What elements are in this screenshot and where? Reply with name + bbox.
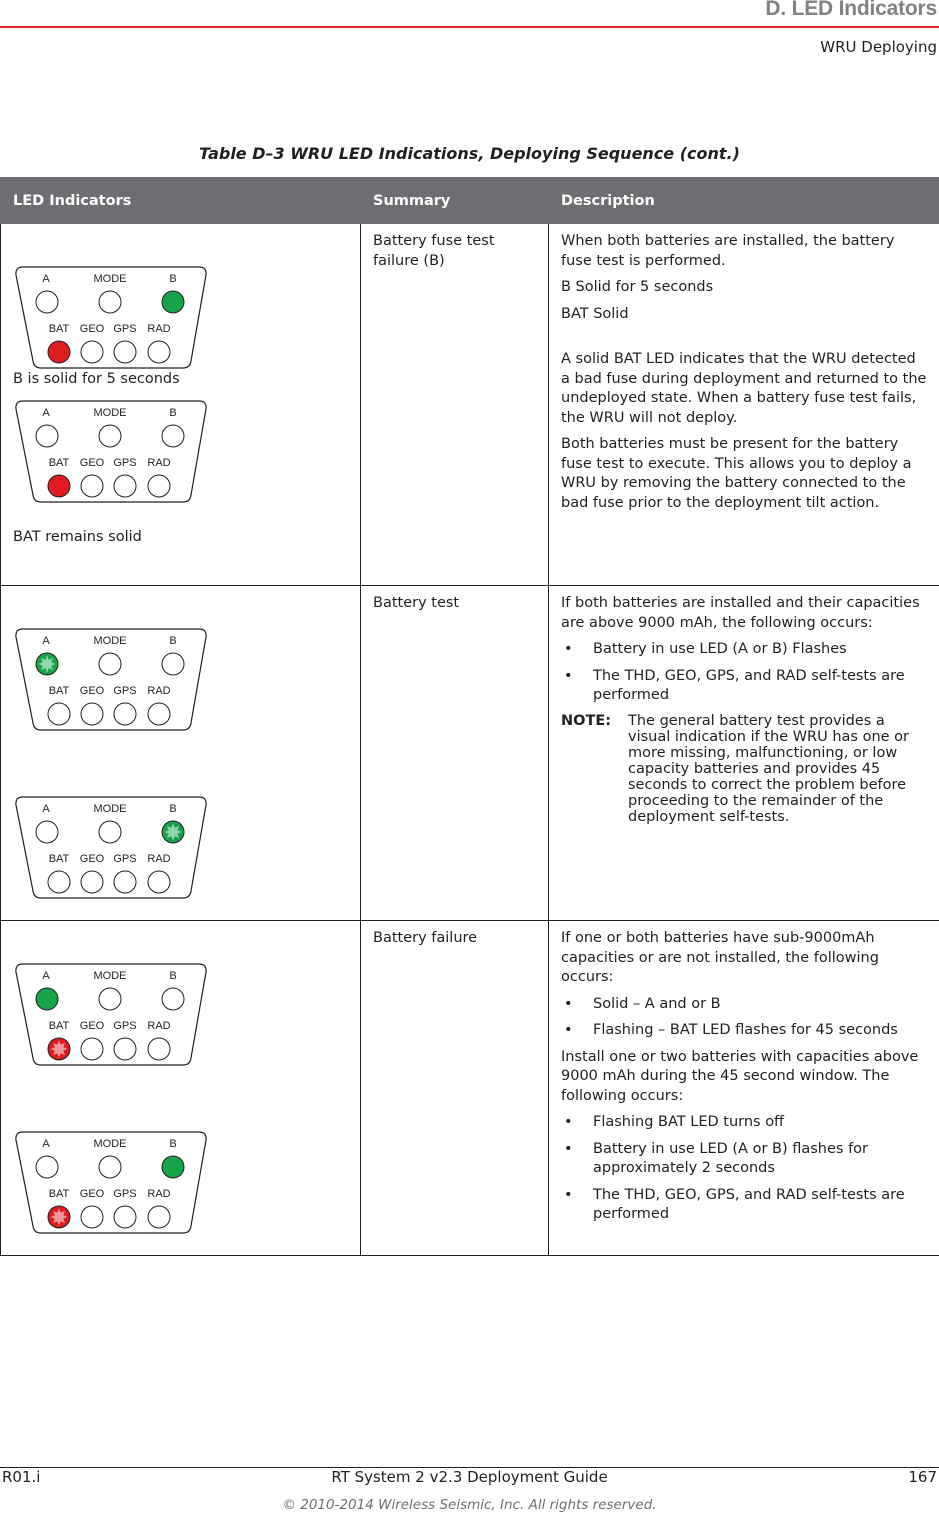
desc-text: A solid BAT LED indicates that the WRU detected a bad fuse during deployment and returned to the undeployed state. When a battery fuse test fails, the WRU will not deploy.	[561, 351, 927, 426]
label-mode: MODE	[93, 802, 127, 815]
led-cell	[1, 586, 361, 921]
label-rad: RAD	[147, 852, 171, 865]
label-gps: GPS	[113, 1020, 137, 1032]
label-gps: GPS	[113, 685, 137, 697]
bullet-list	[561, 640, 927, 706]
label-a: A	[42, 273, 50, 285]
label-b: B	[169, 273, 177, 285]
footer-revision: R01.i	[2, 1468, 41, 1486]
desc-text: If both batteries are installed and their capacities are above 9000 mAh, the following occurs:	[561, 595, 920, 631]
label-a: A	[42, 1137, 50, 1150]
led-mode	[99, 291, 121, 313]
label-bat: BAT	[48, 852, 70, 865]
label-geo: GEO	[79, 323, 105, 335]
label-geo: GEO	[79, 685, 105, 697]
description-cell	[549, 224, 939, 586]
label-bat: BAT	[48, 457, 70, 469]
led-rad	[148, 703, 170, 725]
label-mode: MODE	[93, 970, 127, 982]
led-mode	[99, 425, 121, 447]
led-geo	[81, 1206, 103, 1228]
bullet-list	[561, 1113, 927, 1225]
list-item: • Battery in use LED (A or B) Flashes	[561, 640, 927, 660]
led-rad	[148, 475, 170, 497]
led-geo	[81, 341, 103, 363]
led-a	[36, 988, 58, 1010]
led-a	[36, 653, 58, 675]
label-bat: BAT	[48, 685, 70, 697]
note-block	[561, 713, 927, 825]
led-geo	[81, 703, 103, 725]
label-geo: GEO	[79, 1187, 105, 1200]
table-row	[1, 224, 939, 586]
label-b: B	[169, 1137, 177, 1150]
col-header-led: LED Indicators	[1, 178, 361, 224]
led-rad	[148, 1206, 170, 1228]
note-text: The general battery test provides a visual indication if the WRU has one or more missing, malfunctioning, or low capacity batteries and provides 45 seconds to correct the problem before proceeding to the remainder of the deployment self-tests.	[628, 712, 910, 825]
footer-copyright: © 2010-2014 Wireless Seismic, Inc. All rights reserved.	[282, 1497, 657, 1513]
summary-cell	[361, 586, 549, 921]
label-rad: RAD	[147, 457, 171, 469]
flash-star-icon	[51, 1208, 68, 1225]
desc-text: Install one or two batteries with capacities above 9000 mAh during the 45 second window. The following occurs:	[561, 1048, 919, 1104]
flash-star-icon	[51, 1041, 68, 1058]
led-panel-wrap	[13, 224, 360, 380]
desc-text: B Solid for 5 seconds	[561, 279, 714, 295]
led-gps	[114, 871, 136, 893]
desc-text: BAT Solid	[561, 305, 629, 322]
label-mode: MODE	[93, 635, 127, 647]
led-b	[162, 821, 184, 843]
list-item: • Solid – A and or B	[561, 995, 927, 1015]
label-a: A	[42, 635, 50, 647]
subsection-title: WRU Deploying	[820, 38, 937, 56]
panel-caption: B is solid for 5 seconds	[13, 370, 180, 387]
col-header-description: Description	[549, 178, 939, 224]
led-panel-wrap	[13, 586, 360, 742]
note-label: NOTE:	[561, 712, 612, 729]
page-number: 167	[908, 1468, 937, 1486]
led-a	[36, 1156, 58, 1178]
description-cell	[549, 921, 939, 1256]
led-panel	[13, 261, 213, 373]
led-gps	[114, 1206, 136, 1228]
label-gps: GPS	[113, 457, 137, 469]
led-mode	[99, 653, 121, 675]
led-b	[162, 653, 184, 675]
led-panel-wrap	[13, 921, 360, 1077]
label-a: A	[42, 802, 50, 815]
flash-star-icon	[165, 823, 182, 840]
summary-cell	[361, 224, 549, 586]
led-bat	[48, 341, 70, 363]
table-row	[1, 586, 939, 921]
table-header-row	[1, 178, 939, 224]
led-bat	[48, 703, 70, 725]
list-item: • The THD, GEO, GPS, and RAD self-tests are performed	[561, 1186, 927, 1225]
led-b	[162, 1156, 184, 1178]
led-a	[36, 425, 58, 447]
led-panel-wrap	[13, 389, 360, 514]
label-a: A	[42, 407, 50, 419]
description-cell	[549, 586, 939, 921]
label-rad: RAD	[147, 1187, 171, 1200]
led-panel	[13, 623, 213, 735]
led-cell	[1, 921, 361, 1256]
led-rad	[148, 1038, 170, 1060]
col-header-summary: Summary	[361, 178, 549, 224]
led-bat	[48, 871, 70, 893]
led-b	[162, 425, 184, 447]
summary-text: Battery fuse test failure (B)	[373, 233, 495, 269]
label-b: B	[169, 407, 177, 419]
led-mode	[99, 821, 121, 843]
led-panel	[13, 958, 213, 1070]
table-caption: Table D–3 WRU LED Indications, Deploying Sequence (cont.)	[199, 144, 740, 163]
list-item: • Flashing BAT LED turns off	[561, 1113, 927, 1133]
summary-cell	[361, 921, 549, 1256]
label-bat: BAT	[48, 1020, 70, 1032]
list-item: • The THD, GEO, GPS, and RAD self-tests are performed	[561, 667, 927, 706]
led-a	[36, 821, 58, 843]
label-geo: GEO	[79, 457, 105, 469]
led-panel	[13, 791, 213, 903]
label-rad: RAD	[147, 1020, 171, 1032]
led-mode	[99, 1156, 121, 1178]
header-rule	[0, 26, 939, 28]
led-indications-table	[0, 177, 939, 1256]
led-gps	[114, 341, 136, 363]
led-bat	[48, 1206, 70, 1228]
label-gps: GPS	[113, 1187, 137, 1200]
label-b: B	[169, 802, 177, 815]
label-a: A	[42, 970, 50, 982]
bullet-list	[561, 995, 927, 1041]
led-panel-wrap	[13, 1077, 360, 1245]
desc-text: If one or both batteries have sub-9000mAh capacities or are not installed, the following occurs:	[561, 930, 879, 985]
desc-text: Both batteries must be present for the battery fuse test to execute. This allows you to deploy a WRU by removing the battery connected to the bad fuse prior to the deployment tilt action.	[561, 436, 912, 511]
label-mode: MODE	[93, 1137, 127, 1150]
led-bat	[48, 1038, 70, 1060]
led-cell	[1, 224, 361, 586]
led-a	[36, 291, 58, 313]
led-b	[162, 988, 184, 1010]
led-bat	[48, 475, 70, 497]
label-bat: BAT	[48, 323, 70, 335]
panel-caption: BAT remains solid	[13, 528, 142, 545]
label-mode: MODE	[93, 273, 127, 285]
led-gps	[114, 703, 136, 725]
led-gps	[114, 475, 136, 497]
summary-text: Battery failure	[373, 930, 478, 946]
led-panel-wrap	[13, 742, 360, 910]
label-b: B	[169, 635, 177, 647]
section-title: D. LED Indicators	[765, 0, 937, 20]
flash-star-icon	[39, 656, 56, 673]
led-gps	[114, 1038, 136, 1060]
footer-doc-title: RT System 2 v2.3 Deployment Guide	[331, 1468, 608, 1486]
list-item: • Flashing – BAT LED flashes for 45 seconds	[561, 1021, 927, 1041]
led-rad	[148, 341, 170, 363]
led-mode	[99, 988, 121, 1010]
label-gps: GPS	[113, 852, 137, 865]
list-item: • Battery in use LED (A or B) flashes for approximately 2 seconds	[561, 1140, 927, 1179]
label-geo: GEO	[79, 852, 105, 865]
led-geo	[81, 871, 103, 893]
label-bat: BAT	[48, 1187, 70, 1200]
desc-text: When both batteries are installed, the battery fuse test is performed.	[561, 233, 895, 269]
led-b	[162, 291, 184, 313]
label-geo: GEO	[79, 1020, 105, 1032]
led-geo	[81, 475, 103, 497]
label-rad: RAD	[147, 323, 171, 335]
led-panel	[13, 1126, 213, 1238]
table-row	[1, 921, 939, 1256]
label-gps: GPS	[113, 323, 137, 335]
label-b: B	[169, 970, 177, 982]
summary-text: Battery test	[373, 595, 460, 611]
label-mode: MODE	[93, 407, 127, 419]
led-panel	[13, 395, 213, 507]
label-rad: RAD	[147, 685, 171, 697]
led-geo	[81, 1038, 103, 1060]
led-rad	[148, 871, 170, 893]
